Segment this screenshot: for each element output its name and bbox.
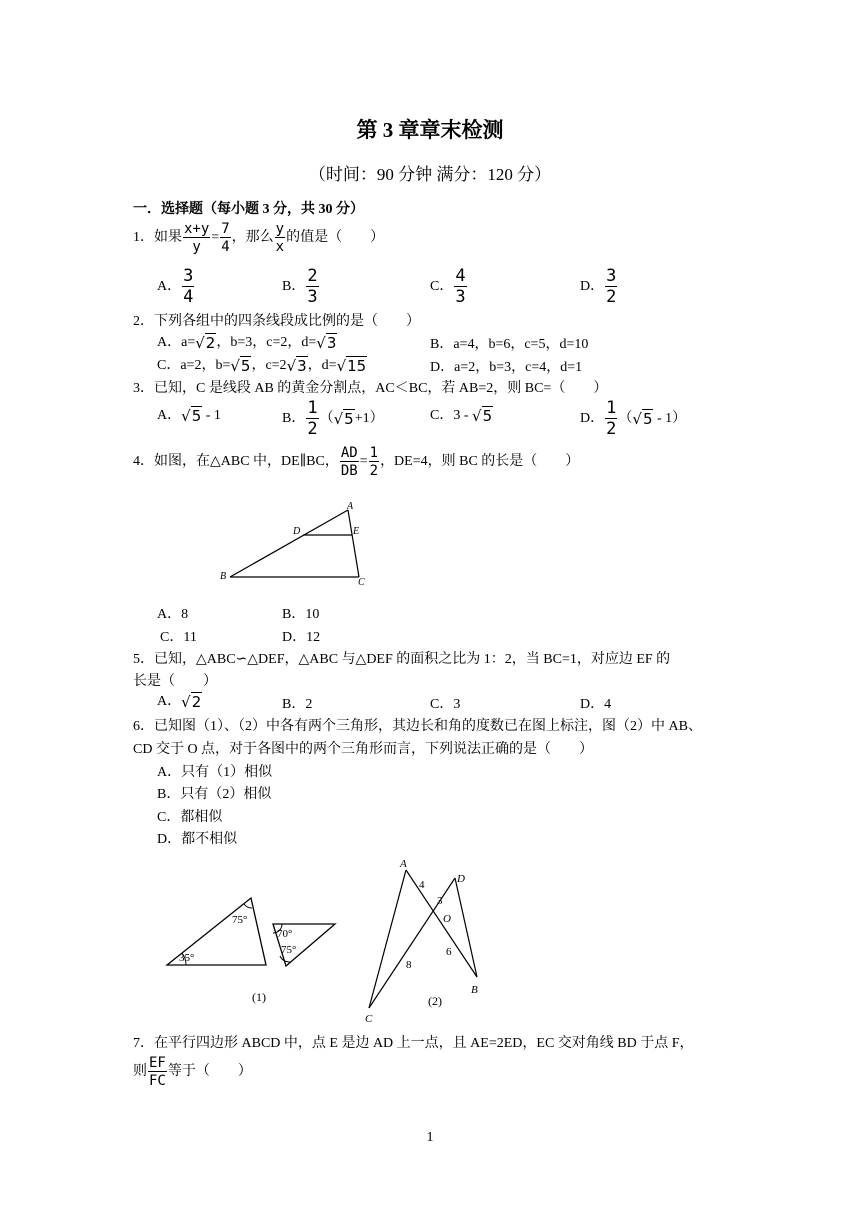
figure-1-triangles [160, 895, 345, 1010]
label-D: D [293, 526, 301, 537]
label-C: C [358, 577, 365, 588]
q1-pre: 1．如果 [133, 230, 182, 246]
q4-option-b: B．10 [282, 607, 320, 622]
q3-option-b: B． $\frac{1}{2}$ （√5+1） [282, 398, 384, 439]
q6-option-b: B．只有（2）相似 [157, 787, 272, 802]
side-3: 3 [437, 895, 443, 907]
page-number: 1 [426, 1130, 434, 1145]
side-6: 6 [446, 946, 452, 958]
side-4: 4 [419, 879, 425, 891]
question-1-stem [133, 222, 384, 254]
q5-option-d: D．4 [580, 697, 612, 712]
q2-option-b: B．a=4，b=6，c=5，d=10 [430, 337, 589, 352]
label-A: A [347, 501, 354, 512]
q1-option-a: A． $\frac{3}{4}$ [157, 266, 194, 307]
q1-post: 的值是（ ） [286, 230, 385, 246]
q3-option-c: C．3 - √5 [430, 406, 493, 425]
q4-option-d: D．12 [282, 630, 321, 645]
q3-option-d: D． $\frac{1}{2}$ （√5 - 1） [580, 398, 687, 439]
page-title: 第 3 章章末检测 [356, 118, 504, 142]
fig2-label-C: C [365, 1013, 373, 1025]
q1-equals: = [211, 230, 220, 246]
q2-option-d: D．a=2，b=3，c=4，d=1 [430, 360, 583, 375]
q1-fraction-1: $\frac{x+y}{y}$ [184, 221, 210, 255]
q1-option-b: B． $\frac{2}{3}$ [282, 266, 318, 307]
q6-option-a: A．只有（1）相似 [157, 765, 273, 780]
section-heading: 一．选择题（每小题 3 分，共 30 分） [133, 202, 364, 217]
figure-2-caption: (2) [428, 994, 442, 1008]
q1-fraction-2: $\frac{7}{4}$ [221, 221, 230, 255]
question-6-line-1: 6．已知图（1）、（2）中各有两个三角形，其边长和角的度数已在图上标注，图（2）中 AB、 [133, 719, 702, 734]
question-3-stem: 3．已知，C 是线段 AB 的黄金分割点，AC＜BC，若 AB=2，则 BC=（ ） [133, 381, 608, 396]
q6-option-d: D．都不相似 [157, 832, 238, 847]
angle-35: 35° [179, 952, 195, 964]
fig2-label-O: O [443, 913, 451, 925]
q1-option-c: C． $\frac{4}{3}$ [430, 266, 466, 307]
question-5-line-2: 长是（ ） [133, 674, 217, 689]
question-6-line-2: CD 交于 O 点，对于各图中的两个三角形而言，下列说法正确的是（ ） [133, 742, 594, 757]
q5-option-c: C．3 [430, 697, 461, 712]
page-subtitle: （时间：90 分钟 满分：120 分） [308, 165, 552, 184]
question-5-line-1: 5．已知，△ABC∽△DEF，△ABC 与△DEF 的面积之比为 1：2，当 BC=1，对应边 EF 的 [133, 652, 671, 667]
figure-1-caption: (1) [252, 990, 266, 1004]
fig2-label-B: B [471, 984, 478, 996]
side-8: 8 [406, 959, 412, 971]
question-7-line-2: 则 $\frac{EF}{FC}$ 等于（ ） [133, 1055, 252, 1089]
q3-option-a: A．√5 - 1 [157, 406, 221, 425]
label-B: B [220, 571, 227, 582]
triangle-abc-figure [215, 495, 375, 590]
q1-option-d: D． $\frac{3}{2}$ [580, 266, 617, 307]
q1-fraction-3: $\frac{y}{x}$ [275, 221, 285, 255]
question-4-stem: 4．如图，在△ABC 中，DE∥BC， $\frac{AD}{DB}$ = $\frac{1}{2}$ ，DE=4，则 BC 的长是（ ） [133, 445, 580, 479]
question-2-stem: 2．下列各组中的四条线段成比例的是（ ） [133, 314, 420, 329]
question-7-line-1: 7．在平行四边形 ABCD 中，点 E 是边 AD 上一点，且 AE=2ED，EC 交对角线 BD 于点 F， [133, 1036, 694, 1051]
q5-option-a: A．√2 [157, 692, 202, 711]
figure-2-triangles [355, 850, 495, 1028]
q4-option-c: C．11 [160, 630, 197, 645]
q4-option-a: A．8 [157, 607, 189, 622]
q6-option-c: C．都相似 [157, 810, 223, 825]
angle-75-a: 75° [232, 914, 248, 926]
angle-75-b: 75° [281, 944, 297, 956]
q1-mid: ，那么 [231, 230, 274, 246]
q2-option-a: A．a=√2，b=3，c=2，d=√3 [157, 333, 337, 352]
q5-option-b: B．2 [282, 697, 313, 712]
angle-70: 70° [277, 928, 293, 940]
fig2-label-A: A [400, 858, 407, 870]
fig2-label-D: D [457, 873, 465, 885]
q2-option-c: C．a=2，b=√5，c=2√3，d=√15 [157, 356, 367, 375]
label-E: E [353, 526, 360, 537]
